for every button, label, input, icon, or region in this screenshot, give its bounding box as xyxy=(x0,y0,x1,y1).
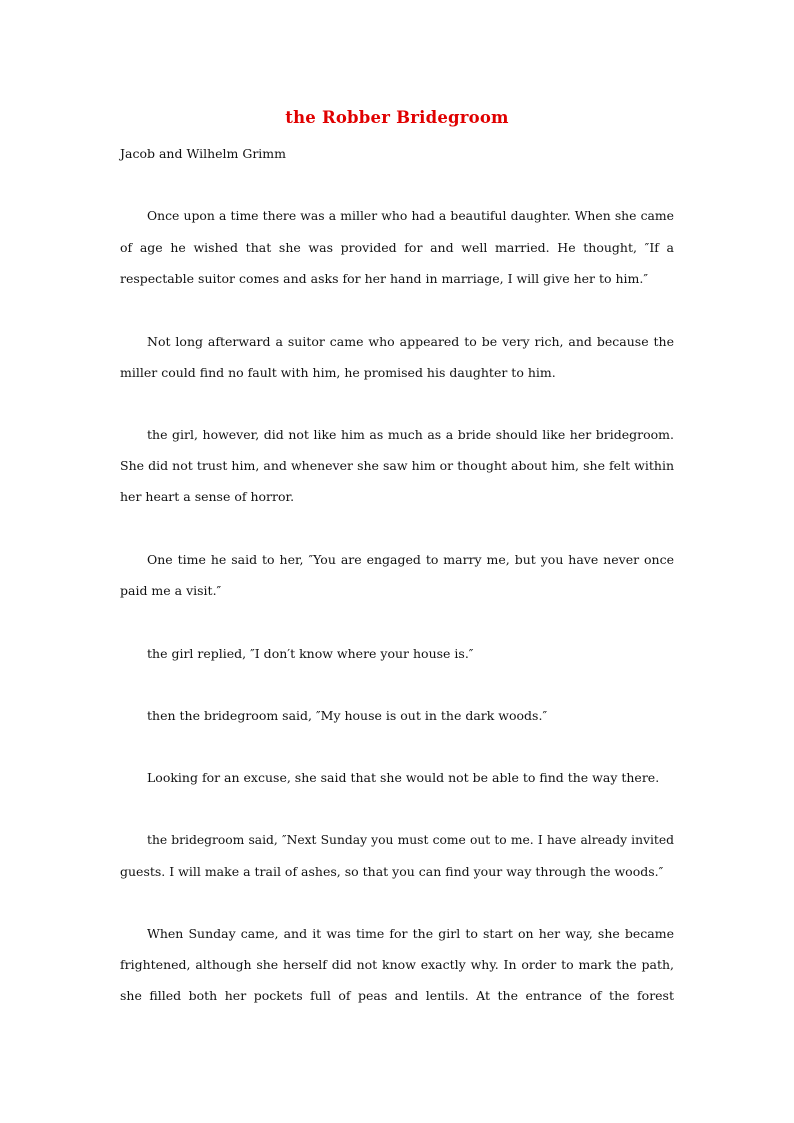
paragraph-line: her heart a sense of horror. xyxy=(120,489,295,505)
paragraph-line: the girl replied, ″I don′t know where your house is.″ xyxy=(147,646,474,661)
paragraph-4 xyxy=(120,544,674,606)
paragraph-line: of age he wished that she was provided for and well married. He thought, ″If a xyxy=(120,240,674,256)
paragraph-7 xyxy=(120,762,674,793)
paragraph-9 xyxy=(120,918,674,1012)
paragraph-line: One time he said to her, ″You are engaged to marry me, but you have never once xyxy=(147,552,674,567)
paragraph-line: Not long afterward a suitor came who appeared to be very rich, and because the xyxy=(147,334,674,349)
paragraph-1 xyxy=(120,201,674,295)
paragraph-6 xyxy=(120,700,674,731)
paragraph-line: Looking for an excuse, she said that she would not be able to find the way there. xyxy=(147,770,660,785)
paragraph-8 xyxy=(120,825,674,887)
paragraph-5 xyxy=(120,638,674,669)
paragraph-line: she filled both her pockets full of peas and lentils. At the entrance of the forest xyxy=(120,988,674,1004)
document-title: the Robber Bridegroom xyxy=(285,108,509,127)
paragraph-line: then the bridegroom said, ″My house is out in the dark woods.″ xyxy=(147,708,548,723)
document-author: Jacob and Wilhelm Grimm xyxy=(120,146,287,161)
paragraph-line: the bridegroom said, ″Next Sunday you must come out to me. I have already invited xyxy=(147,833,674,847)
paragraph-line: guests. I will make a trail of ashes, so that you can find your way through the woods.″ xyxy=(120,864,664,880)
paragraph-line: paid me a visit.″ xyxy=(120,583,222,599)
paragraph-3 xyxy=(120,419,674,513)
paragraph-line: the girl, however, did not like him as much as a bride should like her bridegroom. xyxy=(147,427,674,442)
paragraph-line: When Sunday came, and it was time for the girl to start on her way, she became xyxy=(147,926,674,941)
paragraph-line: miller could find no fault with him, he promised his daughter to him. xyxy=(120,365,556,381)
paragraph-line: Once upon a time there was a miller who had a beautiful daughter. When she came xyxy=(147,209,674,223)
paragraph-line: frightened, although she herself did not know exactly why. In order to mark the path, xyxy=(120,957,674,973)
paragraph-2 xyxy=(120,326,674,388)
paragraph-line: She did not trust him, and whenever she saw him or thought about him, she felt within xyxy=(120,458,674,474)
paragraph-line: respectable suitor comes and asks for her hand in marriage, I will give her to him.″ xyxy=(120,271,649,287)
